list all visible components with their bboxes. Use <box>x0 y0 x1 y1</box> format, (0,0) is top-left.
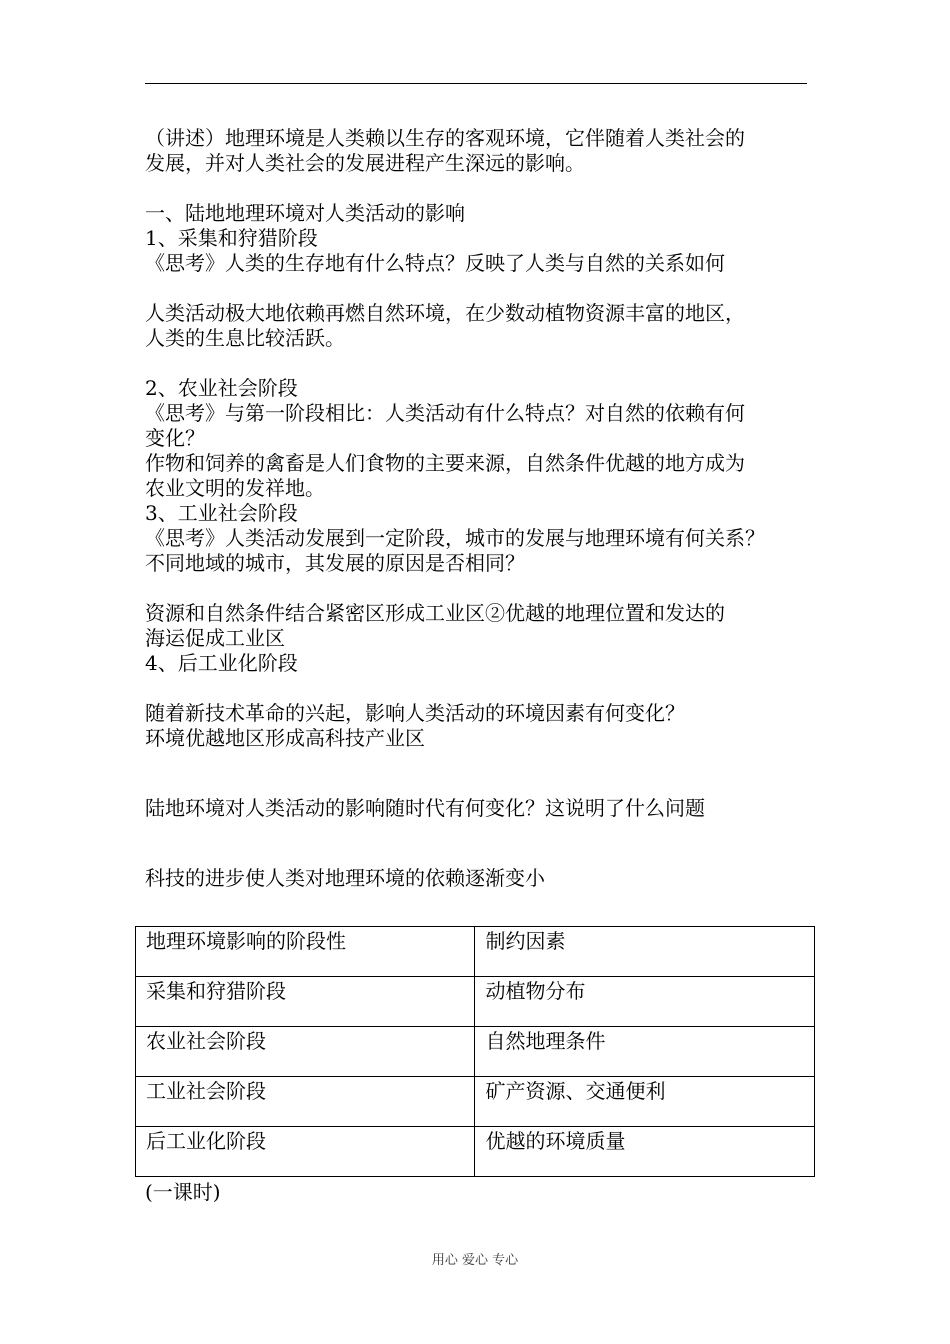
lesson-note: (一课时) <box>145 1180 221 1204</box>
stage1-answer-line-2: 人类的生息比较活跃。 <box>145 326 345 350</box>
stage4-title: 4、后工业化阶段 <box>145 651 298 675</box>
document-body <box>145 126 815 891</box>
stage3-question-line-2: 不同地域的城市，其发展的原因是否相同？ <box>145 551 525 575</box>
intro-line-2: 发展，并对人类社会的发展进程产生深远的影响。 <box>145 151 585 175</box>
table-header-row <box>136 927 815 977</box>
header-rule <box>145 83 807 84</box>
stage1-answer-line-1: 人类活动极大地依赖再燃自然环境，在少数动植物资源丰富的地区， <box>145 301 745 325</box>
page-footer: 用心 爱心 专心 <box>431 1253 519 1268</box>
table-cell-stage: 采集和狩猎阶段 <box>136 977 475 1027</box>
stage-factor-table <box>135 926 815 1177</box>
stage4-question: 随着新技术革命的兴起，影响人类活动的环境因素有何变化？ <box>145 701 685 725</box>
stage2-answer-line-1: 作物和饲养的禽畜是人们食物的主要来源，自然条件优越的地方成为 <box>145 451 745 475</box>
stage1-title: 1、采集和狩猎阶段 <box>145 226 318 250</box>
stage3-question-line-1: 《思考》人类活动发展到一定阶段，城市的发展与地理环境有何关系？ <box>145 526 765 550</box>
stage2-title: 2、农业社会阶段 <box>145 376 298 400</box>
stage2-answer-line-2: 农业文明的发祥地。 <box>145 476 325 500</box>
table-header-cell: 制约因素 <box>475 927 815 977</box>
stage3-answer-line-1: 资源和自然条件结合紧密区形成工业区②优越的地理位置和发达的 <box>145 601 725 625</box>
stage1-question: 《思考》人类的生存地有什么特点？反映了人类与自然的关系如何 <box>145 251 725 275</box>
table-header-cell: 地理环境影响的阶段性 <box>136 927 475 977</box>
table-cell-factor: 动植物分布 <box>475 977 815 1027</box>
stage2-question-line-2: 变化？ <box>145 426 205 450</box>
stage3-answer-line-2: 海运促成工业区 <box>145 626 285 650</box>
table-row <box>136 1127 815 1177</box>
stage4-answer: 环境优越地区形成高科技产业区 <box>145 726 425 750</box>
section-title: 一、陆地地理环境对人类活动的影响 <box>145 201 465 225</box>
table-row <box>136 1027 815 1077</box>
intro-line-1: （讲述）地理环境是人类赖以生存的客观环境，它伴随着人类社会的 <box>145 126 745 150</box>
table-cell-stage: 工业社会阶段 <box>136 1077 475 1127</box>
stage3-title: 3、工业社会阶段 <box>145 501 298 525</box>
table-cell-stage: 农业社会阶段 <box>136 1027 475 1077</box>
table-cell-factor: 优越的环境质量 <box>475 1127 815 1177</box>
table-row <box>136 1077 815 1127</box>
stage2-question-line-1: 《思考》与第一阶段相比：人类活动有什么特点？对自然的依赖有何 <box>145 401 745 425</box>
table-cell-factor: 矿产资源、交通便利 <box>475 1077 815 1127</box>
table-row <box>136 977 815 1027</box>
summary-question: 陆地环境对人类活动的影响随时代有何变化？这说明了什么问题 <box>145 796 705 820</box>
table-cell-stage: 后工业化阶段 <box>136 1127 475 1177</box>
table-cell-factor: 自然地理条件 <box>475 1027 815 1077</box>
summary-answer: 科技的进步使人类对地理环境的依赖逐渐变小 <box>145 866 545 890</box>
